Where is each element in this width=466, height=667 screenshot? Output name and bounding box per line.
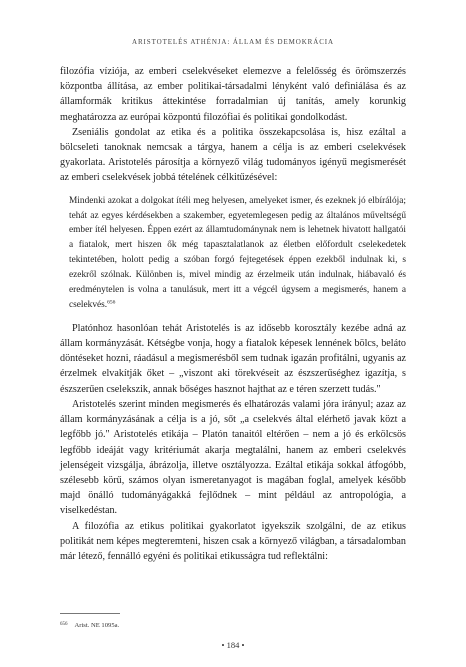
footnote-text: Arist. NE 1095a. <box>74 622 120 629</box>
footnote-divider <box>60 613 120 614</box>
footnote-number: 656 <box>60 622 68 627</box>
block-quote <box>69 194 406 313</box>
running-head: ARISTOTELÉS ATHÉNJA: ÁLLAM ÉS DEMOKRÁCIA <box>132 38 334 46</box>
paragraph: A filozófia az etikus politikai gyakorlatot igyekszik szolgálni, de az etikus politikát nem képes megteremteni, hiszen csak a környező világban, a társadalomban már létező, fennálló egyéni és politikai etikusságra tud reflektálni: <box>60 520 406 562</box>
main-text <box>60 64 406 564</box>
paragraph: Zseniális gondolat az etika és a politika összekapcsolása is, hisz ezáltal a bölcseleti tanoknak nemcsak a tárgya, hanem a célja is az emberi cselekvések gyakorlata. Aristotelés párosítja a környező világ tudományos igényű megismerését az emberi cselekvések jobbá tételének célkitűzésével: <box>60 126 406 184</box>
footnote-reference[interactable]: 656 <box>107 299 116 306</box>
footnote <box>60 622 119 629</box>
paragraph: Platónhoz hasonlóan tehát Aristotelés is az idősebb korosztály kezébe adná az állam kormányzását. Kétségbe vonja, hogy a fiatalok képesek lennének bölcs, beláto döntéseket hozni, ráadásul a megismerésből sem tudnak igazán profitálni, ugyanis az érzelmek elvakítják őket – „viszont aki törekvéseit az észszerűséghez igazítja, s észszerűen cselekszik, annak bőséges hasznot hajthat az e téren szerzett tudás." <box>60 322 406 395</box>
paragraph: filozófia víziója, az emberi cselekvéseket elemezve a felelősség és örömszerzés központba állítása, az ember politikai-társadalmi lényként való definiálása és az államformák kritikus áttekintése forradalmian új tanítás, amely korunkig meghatározza az európai központú filozófiai és politikai gondolkodást. <box>60 66 406 123</box>
paragraph: Aristotelés szerint minden megismerés és elhatározás valami jóra irányul; azaz az állam kormányzásának a célja is a jó, sőt „a cselekvés által elérhető javak közt a legfőbb jó." Aristotelés etikája – Platón tanaitól eltérően – nem a jó és erkölcsös legfőbb ideáját vagy kritériumát akarja megtalálni, hanem az emberi cselekvés jelenségeit vizsgálja, ábrázolja, illetve osztályozza. Ezáltal etikája sokkal átfogóbb, szélesebb körű, számos olyan ismeretanyagot is magában foglal, amelyek később majd önálló tudományágakká fejlődnek – mint például az antropológia, a viselkedéstan. <box>60 398 406 517</box>
quote-text: Mindenki azokat a dolgokat ítéli meg helyesen, amelyeket ismer, és ezeknek jó elbírálója; tehát az egyes kérdésekben a szakember, egyetemlegesen pedig az általános műveltségű ember ítél helyesen. Éppen ezért az államtudománynak nem is lehetnek hivatott hallgatói a fiatalok, mert hiszen ők még tapasztalatlanok az életben előfordult cselekedetek tekintetében, holott pedig a szóban forgó fejtegetések éppen ezekből indulnak ki, s ezekről szólnak. Különben is, mivel mindig az érzelmeik után indulnak, hiábavaló és eredménytelen is volna a tanulásuk, mert itt a végcél úgysem a megismerés, hanem a cselekvés. <box>69 195 406 310</box>
page-number: • 184 • <box>221 640 245 650</box>
